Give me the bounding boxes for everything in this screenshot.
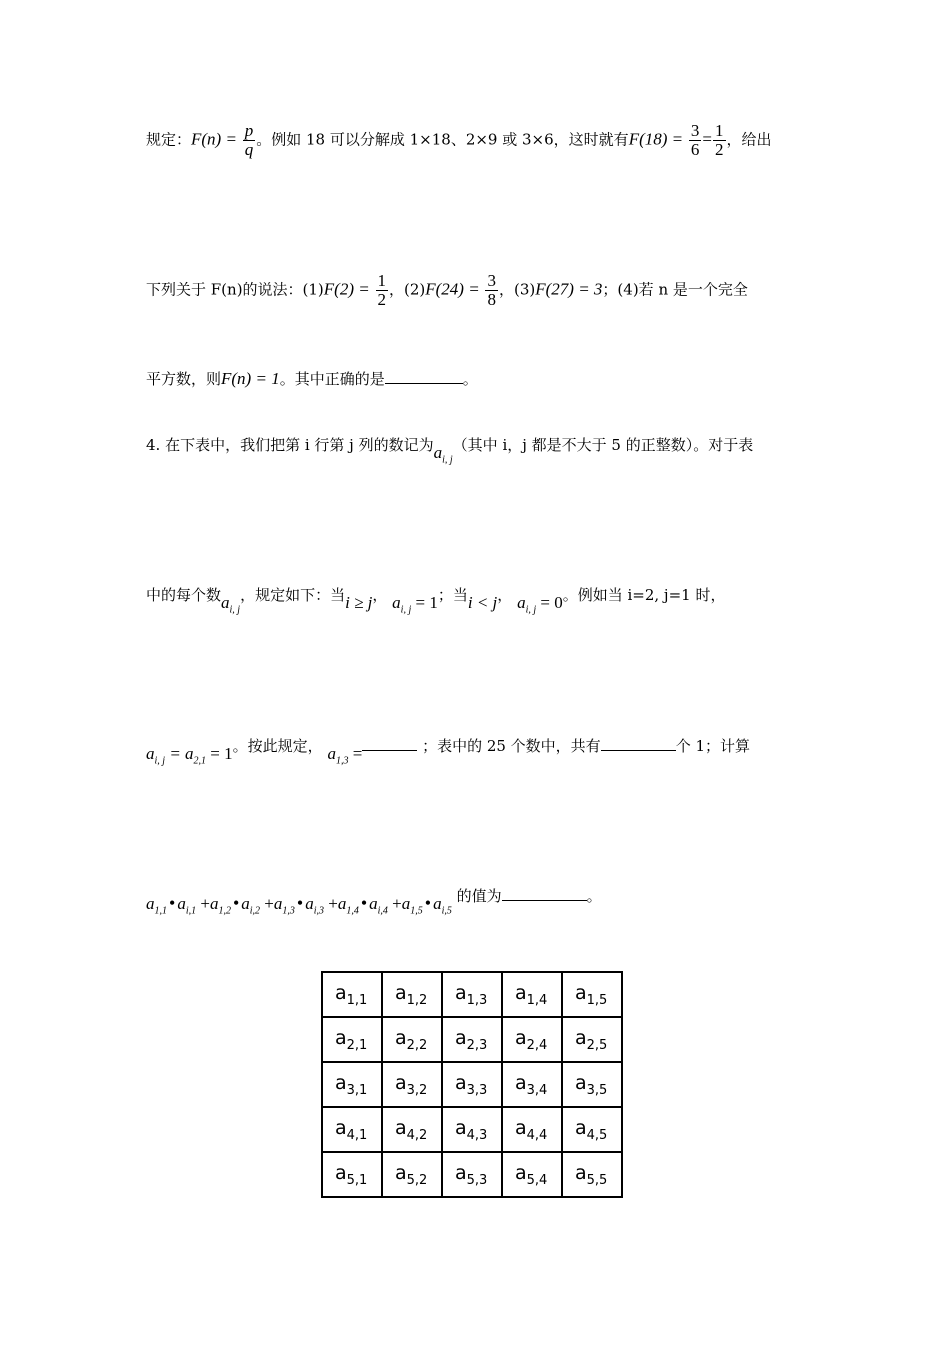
paragraph-3 (146, 368, 478, 389)
table-cell: $a_{1,3}$ (442, 972, 502, 1017)
equals-sign: = (702, 129, 712, 149)
condition-i-lt-j: i < j (467, 593, 498, 612)
table-row (322, 972, 622, 1017)
text: 个 1；计算 (675, 737, 750, 755)
table-cell: $a_{3,5}$ (562, 1062, 622, 1107)
table-cell: $a_{3,4}$ (502, 1062, 562, 1107)
formula-fn: F(n) = (191, 129, 237, 149)
text: ；当 (437, 586, 468, 604)
text: 。例如 18 可以分解成 1×18、2×9 或 3×6，这时就有 (256, 130, 629, 149)
text: ， (497, 586, 513, 604)
table-cell: $a_{1,1}$ (322, 972, 382, 1017)
paragraph-4 (146, 434, 754, 466)
answer-blank[interactable] (385, 369, 463, 384)
fraction-1-2: $\frac{1}{2}$ (715, 121, 724, 159)
text: 。按此规定， (232, 737, 323, 755)
paragraph-2 (146, 272, 748, 309)
text: 。例如当 i=2, j=1 时， (562, 586, 726, 604)
table-row (322, 1107, 622, 1152)
text: ；(4)若 n 是一个完全 (602, 280, 748, 299)
text: 下列关于 F(n)的说法：(1) (146, 280, 324, 299)
answer-blank-sum[interactable] (502, 886, 587, 901)
table-cell: $a_{3,1}$ (322, 1062, 382, 1107)
paragraph-5 (146, 584, 726, 616)
table-cell: $a_{4,3}$ (442, 1107, 502, 1152)
text: 规定： (146, 130, 192, 149)
table-cell: $a_{1,2}$ (382, 972, 442, 1017)
text: （其中 i，j 都是不大于 5 的正整数）。对于表 (452, 436, 754, 454)
text: ；表中的 25 个数中，共有 (422, 737, 601, 755)
formula-sum: $a_{1,1}$ • $a_{i,1} +a_{1,2}$ • $a_{i,2} +a_{1,3}$ • $a_{i,3} +a_{1,4}$ • $a_{i,4} +a_{1,5}$ • $a_{i,5}$ (146, 893, 452, 917)
text: ，规定如下：当 (240, 586, 346, 604)
formula-aij: $a_{i, j}$ (221, 593, 241, 616)
table-cell: $a_{2,3}$ (442, 1017, 502, 1062)
table-cell: $a_{4,1}$ (322, 1107, 382, 1152)
paragraph-7 (146, 885, 602, 917)
text: ，(3) (498, 280, 536, 299)
text: 。其中正确的是 (279, 370, 385, 388)
table-cell: $a_{2,2}$ (382, 1017, 442, 1062)
formula-aij-0: $a_{i, j} = 0$ (517, 593, 563, 616)
table-cell: $a_{1,4}$ (502, 972, 562, 1017)
formula-f27: F(27) = 3 (535, 279, 603, 299)
text: 。 (462, 370, 478, 388)
fraction-3-8: $\frac{3}{8}$ (487, 271, 496, 309)
table-cell: $a_{3,2}$ (382, 1062, 442, 1107)
table-cell: $a_{4,5}$ (562, 1107, 622, 1152)
formula-a13: $a_{1,3}$ = (327, 744, 363, 767)
table-row (322, 1152, 622, 1197)
fraction-p-q: $\frac{p}{q}$ (244, 121, 254, 159)
answer-blank-count[interactable] (601, 736, 676, 751)
text: ， (372, 586, 388, 604)
table-cell: $a_{3,3}$ (442, 1062, 502, 1107)
formula-aij: $a_{i, j}$ (433, 443, 453, 466)
condition-i-ge-j: i ≥ j (345, 593, 373, 612)
table-cell: $a_{5,4}$ (502, 1152, 562, 1197)
table-cell: $a_{2,5}$ (562, 1017, 622, 1062)
table-cell: $a_{5,3}$ (442, 1152, 502, 1197)
text: 4. 在下表中，我们把第 i 行第 j 列的数记为 (146, 436, 434, 454)
formula-f18: F(18) = (628, 129, 684, 149)
text: ，(2) (389, 280, 426, 299)
paragraph-6 (146, 735, 750, 767)
paragraph-1 (146, 122, 772, 159)
text: 。 (586, 887, 602, 905)
table-cell: $a_{2,4}$ (502, 1017, 562, 1062)
fraction-3-6: $\frac{3}{6}$ (690, 121, 700, 159)
formula-a21: $a_{i, j} = a_{2,1} = 1$ (146, 744, 233, 767)
formula-aij-1: $a_{i, j} = 1$ (392, 593, 438, 616)
text: 平方数，则 (146, 370, 222, 388)
text: 中的每个数 (146, 586, 222, 604)
table-cell: $a_{5,5}$ (562, 1152, 622, 1197)
table-cell: $a_{1,5}$ (562, 972, 622, 1017)
table-cell: $a_{5,2}$ (382, 1152, 442, 1197)
text: 的值为 (456, 887, 502, 905)
table-cell: $a_{4,2}$ (382, 1107, 442, 1152)
formula-fn-1: F(n) = 1 (221, 369, 280, 388)
table-cell: $a_{5,1}$ (322, 1152, 382, 1197)
answer-blank-a13[interactable] (362, 736, 417, 751)
fraction-1-2: $\frac{1}{2}$ (377, 271, 387, 309)
table-cell: $a_{4,4}$ (502, 1107, 562, 1152)
table-cell: $a_{2,1}$ (322, 1017, 382, 1062)
matrix-table (321, 971, 623, 1198)
table-row (322, 1062, 622, 1107)
table-row (322, 1017, 622, 1062)
text: ，给出 (726, 130, 772, 149)
formula-f24: F(24) = (425, 279, 480, 299)
formula-f2: F(2) = (323, 279, 370, 299)
